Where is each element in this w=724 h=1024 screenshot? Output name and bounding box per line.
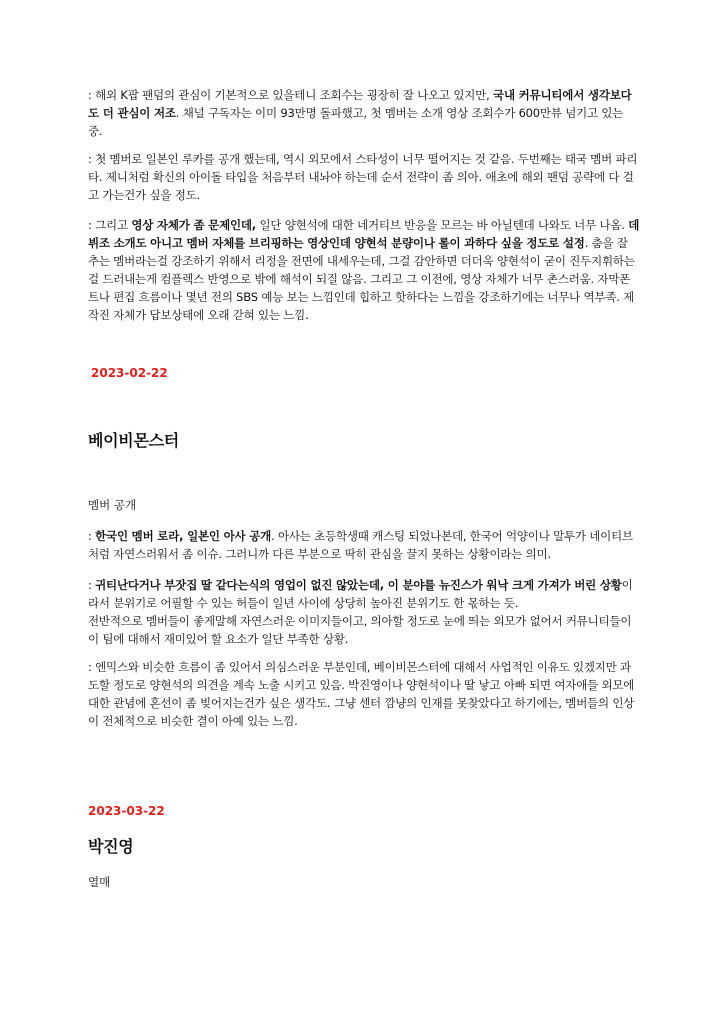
body-text: : — [88, 578, 96, 592]
paragraph — [88, 576, 640, 648]
body-text: 이라서 분위기로 어필할 수 있는 허들이 일년 사이에 상당히 높아진 분위기도 한 몫하는 듯. — [88, 578, 633, 610]
body-text: . 춤을 잘 추는 멤버라는걸 강조하기 위해서 리정을 전면에 내세우는데, 그걸 감안하면 더더욱 양현석이 굳이 진두지휘하는걸 드러내는게 컴플렉스 반영으로 밖에 해석이 되질 않음. 그리고 그 이전에, 영상 자체가 너무 촌스러움. 자막폰트나 편집 흐름이나 몇년 전의 SBS 예능 보는 느낌인데 힙하고 핫하다는 느낌을 강조하기에는 너무나 역부족. 제작진 자체가 답보상태에 오래 갇혀 있는 느낌. — [88, 236, 635, 322]
entry-title: 박진영 — [88, 837, 134, 856]
emphasis-text: 한국인 멤버 로라, 일본인 아사 공개 — [95, 529, 272, 543]
paragraph-lead — [88, 578, 633, 610]
body-text: : 해외 K팝 팬덤의 관심이 기본적으로 있을테니 조회수는 굉장히 잘 나오고 있지만, — [88, 88, 494, 102]
entry-subtitle: 멤버 공개 — [88, 498, 137, 512]
emphasis-text: 귀티난다거나 부잣집 딸 같다는식의 영업이 없진 않았는데, 이 분야를 뉴진스가 워낙 크게 가져가 버린 상황 — [95, 578, 622, 592]
body-text: : — [88, 529, 96, 543]
emphasis-text: 데뷔조 소개도 아니고 멤버 자체를 브리핑하는 영상인데 양현석 분량이나 롤이 과하다 싶을 정도로 설정 — [88, 218, 640, 250]
entry-date: 2023-03-22 — [88, 804, 165, 818]
body-text: . 채널 구독자는 이미 93만명 돌파했고, 첫 멤버는 소개 영상 조회수가 600만뷰 넘기고 있는 중. — [88, 106, 624, 138]
entry-subtitle: 열매 — [88, 875, 111, 889]
body-text: 일단 양현석에 대한 네거티브 반응을 모르는 바 아닐텐데 나와도 너무 나옴. — [255, 218, 629, 232]
paragraph-continued: 전반적으로 멤버들이 좋게말해 자연스러운 이미지들이고, 의아할 정도로 눈에 띄는 외모가 없어서 커뮤니티들이 이 팀에 대해서 재미있어 할 요소가 일단 부족한 상황. — [88, 614, 632, 646]
body-text: : 첫 멤버로 일본인 루카를 공개 했는데, 역시 외모에서 스타성이 너무 떨어지는 것 같음. 두번째는 태국 멤버 파리타. 제니처럼 확신의 아이돌 타입을 처음부터 내놔야 하는데 순서 전략이 좀 의아. 애초에 해외 팬덤 공략에 다 걸고 가는건가 싶을 정도. — [88, 152, 638, 202]
paragraph — [88, 216, 640, 324]
paragraph: : 엔믹스와 비슷한 흐름이 좀 있어서 의심스러운 부분인데, 베이비몬스터에 대해서 사업적인 이유도 있겠지만 과도할 정도로 양현석의 의견을 계속 노출 시키고 있음. 박진영이나 양현석이나 딸 낳고 아빠 되면 여자애들 외모에 대한 관념에 혼선이 좀 빚어지는건가 싶은 생각도. 그냥 센터 깜냥의 인재를 못찾았다고 하기에는, 멤버들의 인상이 전체적으로 비슷한 결이 아예 있는 느낌. — [88, 660, 635, 728]
body-text: : 그리고 — [88, 218, 132, 232]
paragraph — [88, 150, 640, 204]
emphasis-text: 영상 자체가 좀 문제인데, — [131, 218, 256, 232]
entry-title: 베이비몬스터 — [88, 431, 179, 450]
paragraph — [88, 527, 640, 563]
entry-date: 2023-02-22 — [91, 366, 168, 380]
emphasis-text: 국내 커뮤니티에서 생각보다도 더 관심이 저조 — [88, 88, 632, 120]
body-text: . 아사는 초등학생때 캐스팅 되었나본데, 한국어 억양이나 말투가 네이티브처럼 자연스러워서 좀 이슈. 그러니까 다른 부분으로 딱히 관심을 끌지 못하는 상황이라는 의미. — [88, 529, 633, 561]
paragraph — [88, 86, 640, 140]
